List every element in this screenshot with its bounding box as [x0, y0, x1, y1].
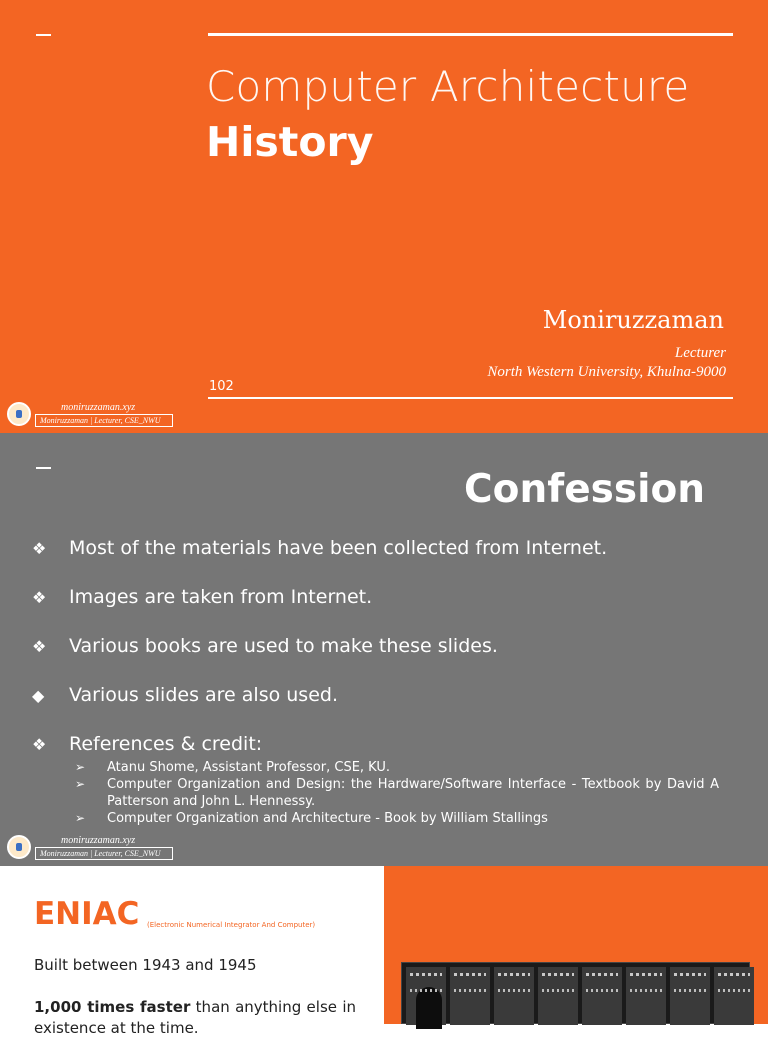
top-rule [208, 33, 733, 36]
author-role: Lecturer [674, 345, 726, 361]
built-text: Built between 1943 and 1945 [34, 956, 257, 974]
operator-figure [416, 987, 442, 1029]
slide-marker [36, 34, 51, 36]
reference-item [75, 810, 719, 827]
machine-panel [714, 967, 754, 1025]
title-expansion: (Electronic Numerical Integrator And Computer) [147, 921, 316, 929]
footer-badge [7, 402, 175, 428]
list-item [32, 684, 722, 733]
machine-panel [450, 967, 490, 1025]
author-university: North Western University, Khulna-9000 [487, 364, 726, 380]
diamond-bullet-icon: ❖ [32, 637, 47, 656]
course-code: 102 [209, 379, 234, 394]
machine-panel [538, 967, 578, 1025]
list-item [32, 586, 722, 635]
eniac-photo [401, 962, 750, 1024]
bullet-text: Most of the materials have been collected from Internet. [69, 537, 608, 559]
reference-list [75, 759, 719, 827]
machine-panel [582, 967, 622, 1025]
bullet-text: Images are taken from Internet. [69, 586, 373, 608]
machine-panel [406, 967, 446, 1025]
diamond-bullet-icon: ❖ [32, 588, 47, 607]
footer-tagline: Moniruzzaman | Lecturer, CSE_NWU [35, 847, 173, 860]
university-logo-icon [7, 835, 31, 859]
arrow-bullet-icon: ➢ [75, 811, 86, 825]
confession-slide [0, 433, 768, 866]
speed-rest: than anything else in existence at the time. [34, 998, 356, 1037]
eniac-slide [0, 866, 768, 1037]
list-item [32, 537, 722, 586]
speed-emphasis: 1,000 times faster [34, 998, 191, 1016]
bullet-text: Various books are used to make these slides. [69, 635, 498, 657]
title-slide [0, 0, 768, 433]
reference-text: Atanu Shome, Assistant Professor, CSE, KU. [107, 760, 391, 775]
footer-tagline: Moniruzzaman | Lecturer, CSE_NWU [35, 414, 173, 427]
machine-panel [494, 967, 534, 1025]
solid-diamond-bullet-icon: ◆ [32, 686, 45, 705]
bullet-text: References & credit: [69, 733, 263, 755]
arrow-bullet-icon: ➢ [75, 777, 86, 791]
slide-subtitle: History [206, 118, 374, 166]
reference-text: Computer Organization and Architecture - Book by William Stallings [107, 811, 548, 826]
reference-text: Computer Organization and Design: the Hardware/Software Interface - Textbook by David A Patterson and John L. Hennessy. [107, 777, 719, 809]
slide-marker [36, 467, 51, 469]
image-panel [384, 866, 768, 1024]
reference-item [75, 776, 719, 810]
machine-panel [626, 967, 666, 1025]
bottom-rule [208, 397, 733, 399]
arrow-bullet-icon: ➢ [75, 760, 86, 774]
reference-item [75, 759, 719, 776]
machine-panel [670, 967, 710, 1025]
bullet-list [32, 537, 722, 782]
speed-text [34, 997, 356, 1039]
diamond-bullet-icon: ❖ [32, 539, 47, 558]
slide-title: Confession [464, 467, 705, 512]
footer-site: moniruzzaman.xyz [61, 402, 136, 413]
footer-site: moniruzzaman.xyz [61, 835, 136, 846]
footer-badge [7, 835, 175, 861]
list-item [32, 635, 722, 684]
university-logo-icon [7, 402, 31, 426]
diamond-bullet-icon: ❖ [32, 735, 47, 754]
slide-title: ENIAC [34, 896, 140, 932]
author-name: Moniruzzaman [542, 306, 724, 334]
bullet-text: Various slides are also used. [69, 684, 338, 706]
slide-title: Computer Architecture [206, 62, 690, 111]
